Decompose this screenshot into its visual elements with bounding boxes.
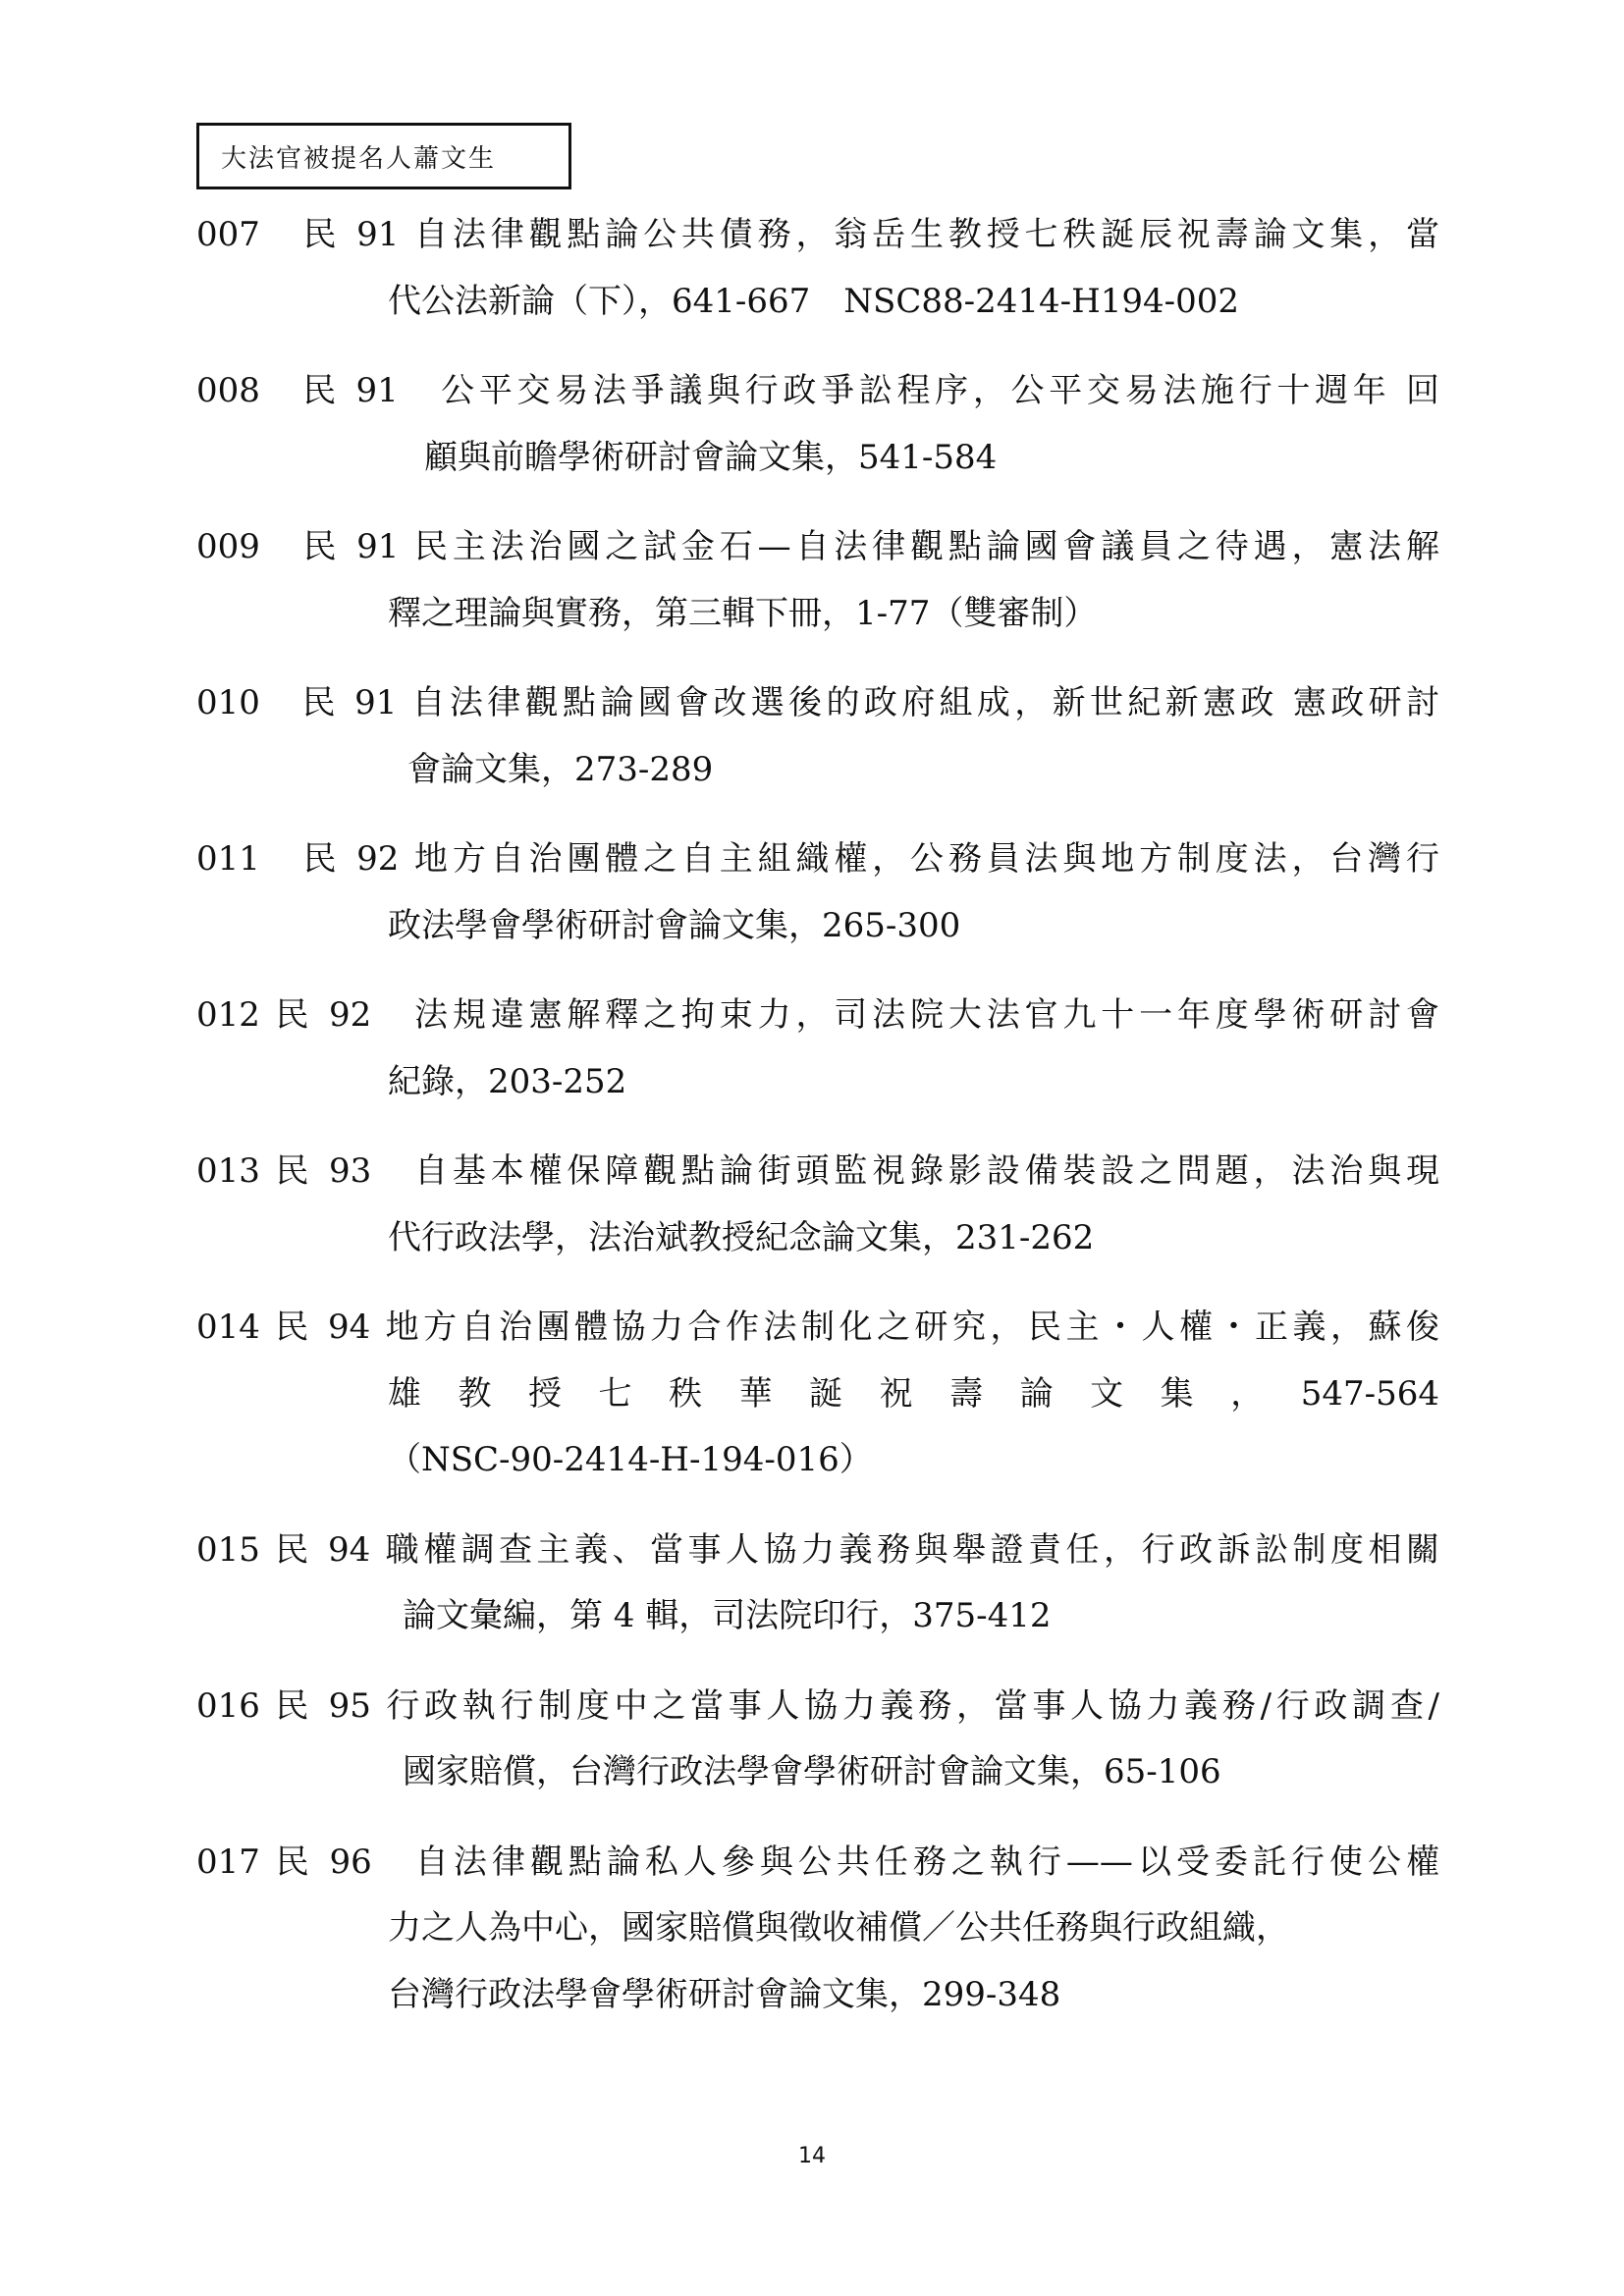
nominee-header-box (196, 123, 571, 189)
entry-line: 雄 教 授 七 秩 華 誕 祝 壽 論 文 集 ， 547-564 (388, 1373, 1439, 1414)
entry-line: 011 民 92 地方自治團體之自主組織權，公務員法與地方制度法，台灣行 (196, 839, 1439, 879)
entry-line: 007 民 91 自法律觀點論公共債務，翁岳生教授七秩誕辰祝壽論文集，當 (196, 215, 1439, 254)
entry-line: 015 民 94 職權調查主義、當事人協力義務與舉證責任，行政訴訟制度相關 (196, 1529, 1439, 1570)
entry-line: （NSC-90-2414-H-194-016） (388, 1440, 873, 1479)
publication-entry-007 (196, 202, 1439, 335)
publication-entry-016 (196, 1674, 1439, 1806)
entry-line: 代行政法學，法治斌教授紀念論文集，231-262 (388, 1217, 1095, 1257)
entry-line: 代公法新論（下），641-667 NSC88-2414-H194-002 (388, 281, 1240, 321)
entry-line: 政法學會學術研討會論文集，265-300 (388, 905, 961, 945)
publication-entry-015 (196, 1518, 1439, 1650)
entry-line: 010 民 91 自法律觀點論國會改選後的政府組成，新世紀新憲政 憲政研討 (196, 683, 1439, 722)
entry-line: 台灣行政法學會學術研討會論文集，299-348 (388, 1974, 1061, 2014)
entry-line: 紀錄，203-252 (388, 1061, 627, 1101)
entry-line: 013 民 93 自基本權保障觀點論街頭監視錄影設備裝設之問題，法治與現 (196, 1151, 1439, 1191)
publication-entry-014 (196, 1295, 1439, 1494)
publication-entry-009 (196, 514, 1439, 647)
entry-line: 國家賠償，台灣行政法學會學術研討會論文集，65-106 (403, 1752, 1221, 1791)
publication-entry-012 (196, 983, 1439, 1115)
entry-line: 016 民 95 行政執行制度中之當事人協力義務，當事人協力義務/行政調查/ (196, 1685, 1439, 1726)
entry-line: 力之人為中心，國家賠償與徵收補償／公共任務與行政組織， (388, 1908, 1289, 1948)
publication-list (196, 202, 1439, 2052)
entry-line: 017 民 96 自法律觀點論私人參與公共任務之執行——以受委託行使公權 (196, 1842, 1439, 1882)
publication-entry-011 (196, 827, 1439, 959)
publication-entry-017 (196, 1830, 1439, 2029)
entry-line: 會論文集，273-289 (407, 749, 714, 789)
entry-line: 009 民 91 民主法治國之試金石—自法律觀點論國會議員之待遇，憲法解 (196, 527, 1439, 566)
entry-line: 012 民 92 法規違憲解釋之拘束力，司法院大法官九十一年度學術研討會 (196, 995, 1439, 1035)
publication-entry-008 (196, 358, 1439, 491)
entry-line: 釋之理論與實務，第三輯下冊，1-77（雙審制） (388, 593, 1098, 633)
nominee-header-label: 大法官被提名人蕭文生 (221, 143, 497, 174)
entry-line: 顧與前瞻學術研討會論文集，541-584 (424, 437, 998, 477)
page-number: 14 (798, 2144, 826, 2168)
entry-line: 論文彙編，第 4 輯，司法院印行，375-412 (403, 1596, 1052, 1635)
entry-line: 014 民 94 地方自治團體協力合作法制化之研究，民主・人權・正義，蘇俊 (196, 1308, 1439, 1347)
publication-entry-010 (196, 670, 1439, 803)
publication-entry-013 (196, 1139, 1439, 1271)
entry-line: 008 民 91 公平交易法爭議與行政爭訟程序，公平交易法施行十週年 回 (196, 371, 1439, 410)
